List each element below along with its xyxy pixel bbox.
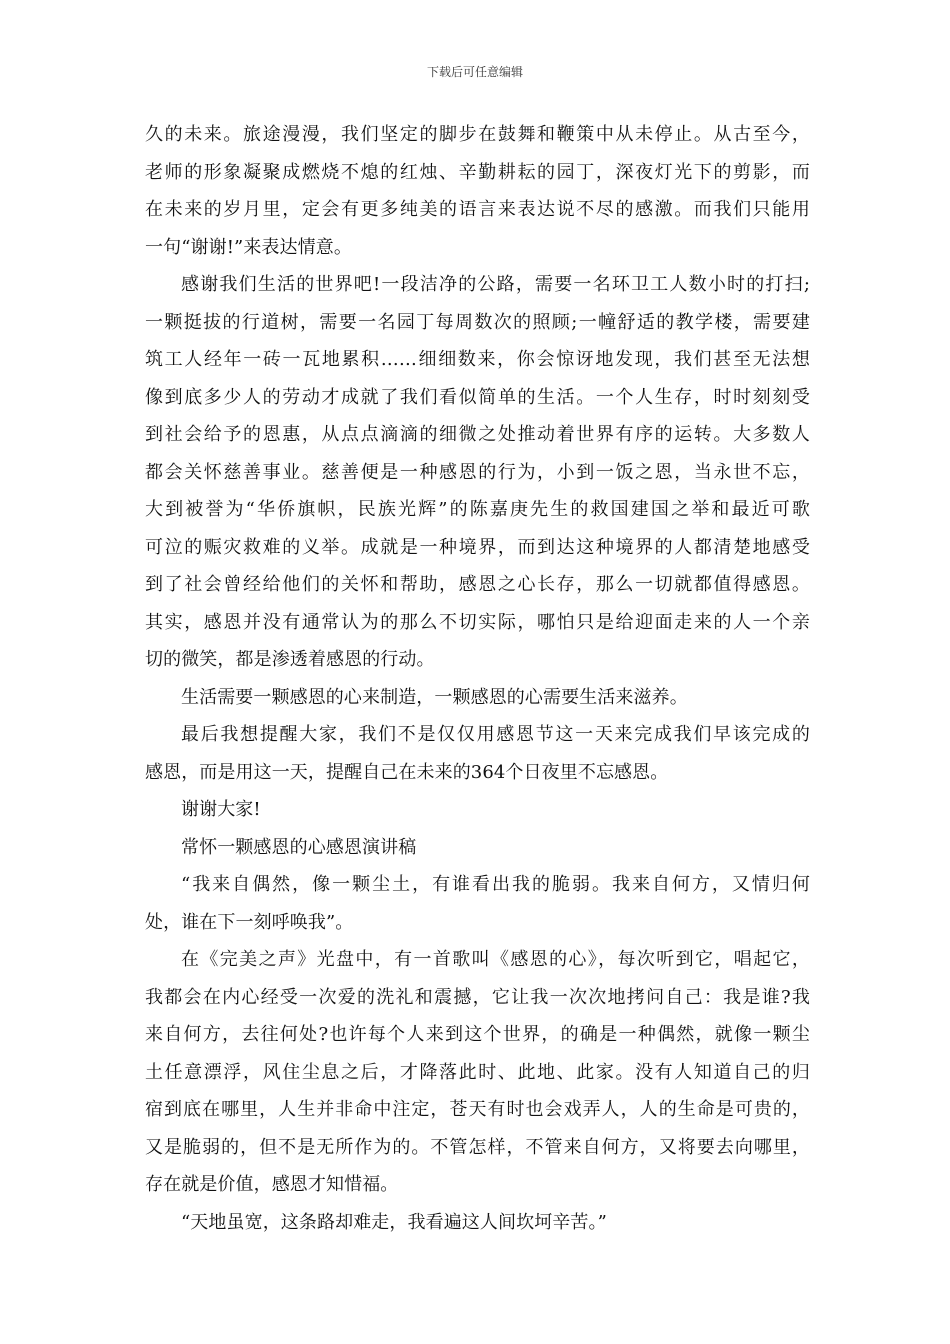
paragraph-line: 我都会在内心经受一次爱的洗礼和震撼，它让我一次次地拷问自己：我是谁?我 xyxy=(145,986,810,1008)
paragraph xyxy=(145,116,810,266)
paragraph xyxy=(145,829,810,867)
paragraph-line: 久的未来。旅途漫漫，我们坚定的脚步在鼓舞和鞭策中从未停止。从古至今， xyxy=(145,124,810,145)
paragraph-line: 处，谁在下一刻呼唤我”。 xyxy=(145,911,354,933)
paragraph-line: 切的微笑，都是渗透着感恩的行动。 xyxy=(145,649,435,670)
paragraph xyxy=(145,1204,810,1242)
paragraph-line: 到了社会曾经给他们的关怀和帮助，感恩之心长存，那么一切就都值得感恩。 xyxy=(145,574,810,595)
paragraph xyxy=(145,266,810,679)
paragraph-line: 其实，感恩并没有通常认为的那么不切实际，哪怕只是给迎面走来的人一个亲 xyxy=(145,611,810,633)
paragraph-line: 感恩，而是用这一天，提醒自己在未来的364个日夜里不忘感恩。 xyxy=(145,761,669,783)
paragraph xyxy=(145,941,810,1204)
paragraph-line: 宿到底在哪里，人生并非命中注定，苍天有时也会戏弄人，人的生命是可贵的， xyxy=(145,1099,810,1120)
paragraph-line: 筑工人经年一砖一瓦地累积……细细数来，你会惊讶地发现，我们甚至无法想 xyxy=(145,349,810,370)
paragraph-line: 生活需要一颗感恩的心来制造，一颗感恩的心需要生活来滋养。 xyxy=(181,686,688,708)
document-body xyxy=(145,116,810,1241)
paragraph xyxy=(145,679,810,717)
paragraph-line: 像到底多少人的劳动才成就了我们看似简单的生活。一个人生存，时时刻刻受 xyxy=(145,386,810,408)
paragraph-line: 可泣的赈灾救难的义举。成就是一种境界，而到达这种境界的人都清楚地感受 xyxy=(145,536,810,558)
paragraph-line: 在《完美之声》光盘中，有一首歌叫《感恩的心》，每次听到它，唱起它， xyxy=(181,949,810,970)
paragraph-line: “天地虽宽，这条路却难走，我看遍这人间坎坷辛苦。” xyxy=(181,1211,607,1233)
paragraph-line: 在未来的岁月里，定会有更多纯美的语言来表达说不尽的感激。而我们只能用 xyxy=(145,199,810,220)
paragraph-line: 谢谢大家! xyxy=(181,799,261,820)
paragraph-line: 又是脆弱的，但不是无所作为的。不管怎样，不管来自何方，又将要去向哪里， xyxy=(145,1136,810,1158)
paragraph-line: 一句“谢谢!”来表达情意。 xyxy=(145,236,352,258)
paragraph xyxy=(145,866,810,941)
paragraph xyxy=(145,716,810,791)
paragraph-line: 存在就是价值，感恩才知惜福。 xyxy=(145,1174,399,1195)
paragraph-line: 老师的形象凝聚成燃烧不熄的红烛、辛勤耕耘的园丁，深夜灯光下的剪影，而 xyxy=(145,161,810,183)
paragraph-line: 土任意漂浮，风住尘息之后，才降落此时、此地、此家。没有人知道自己的归 xyxy=(145,1061,810,1083)
page-header: 下载后可任意编辑 xyxy=(426,65,523,79)
paragraph xyxy=(145,791,810,829)
paragraph-line: 一颗挺拔的行道树，需要一名园丁每周数次的照顾;一幢舒适的教学楼，需要建 xyxy=(145,311,810,333)
paragraph-line: 常怀一颗感恩的心感恩演讲稿 xyxy=(181,836,417,858)
paragraph-line: 来自何方，去往何处?也许每个人来到这个世界，的确是一种偶然，就像一颗尘 xyxy=(145,1024,810,1045)
paragraph-line: 都会关怀慈善事业。慈善便是一种感恩的行为，小到一饭之恩，当永世不忘， xyxy=(145,461,810,483)
paragraph-line: 最后我想提醒大家，我们不是仅仅用感恩节这一天来完成我们早该完成的 xyxy=(181,724,810,745)
paragraph-line: 大到被誉为“华侨旗帜，民族光辉”的陈嘉庚先生的救国建国之举和最近可歌 xyxy=(145,499,810,520)
paragraph-line: 到社会给予的恩惠，从点点滴滴的细微之处推动着世界有序的运转。大多数人 xyxy=(145,424,810,445)
paragraph-line: “我来自偶然，像一颗尘土，有谁看出我的脆弱。我来自何方，又情归何 xyxy=(181,874,810,895)
paragraph-line: 感谢我们生活的世界吧!一段洁净的公路，需要一名环卫工人数小时的打扫; xyxy=(181,274,810,295)
